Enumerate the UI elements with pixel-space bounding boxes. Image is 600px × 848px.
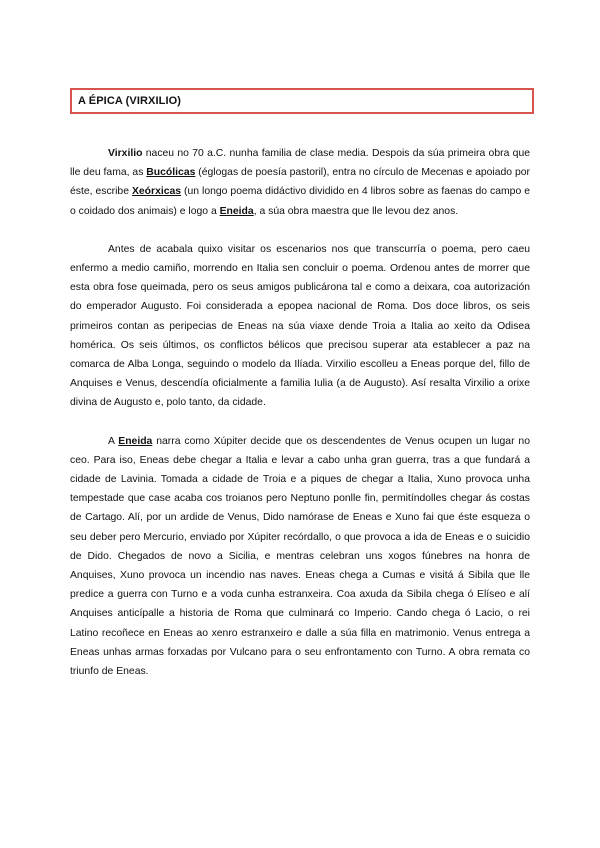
paragraph-1-text-d: , a súa obra maestra que lle levou dez anos. bbox=[253, 205, 459, 217]
paragraph-1-text-b: (églogas de poesía pastoril), entra no círculo de Mecenas e apoiado por éste, escribe bbox=[70, 167, 530, 198]
work-eneida-2: Eneida bbox=[118, 435, 153, 447]
paragraph-3-text-b: narra como Xúpiter decide que os descendentes de Venus ocupen un lugar no ceo. Para iso, Eneas debe chegar a Italia e levar a cabo unha gran guerra, tras a que fundará a cidade de Lavinia. Tomada a cidade de Troia e a piques de chegar a Italia, Xuno provoca unha tempestade que case acaba cos troianos pero Neptuno ponlle fin, permitíndolles chegar ás costas de Cartago. Alí, por un ardide de Venus, Dido namórase de Eneas e Xuno fai que éste esqueza o seu deber pero Mercurio, enviado por Xúpiter recórdallo, o que provoca a ida de Eneas e o suicidio de Dido. Chegados de novo a Sicilia, e mentras celebran uns xogos fúnebres na honra de Anquises, Xuno provoca un incendio nas naves. Eneas chega a Cumas e visitá á Sibila que lle predice a guerra con Turno e a voda cunha estranxeira. Coa axuda da Sibila chega ó Elíseo e alí Anquises anticípalle a historia de Roma que culminará co Imperio. Cando chega ó Lacio, o rei Latino recoñece en Eneas ao xenro estranxeiro e dalle a súa filla en matrimonio. Venus entrega a Eneas unhas armas forxadas por Vulcano para o seu enfrontamento con Turno. A obra remata co triunfo de Eneas. bbox=[70, 435, 530, 678]
paragraph-3 bbox=[70, 432, 530, 682]
author-name: Virxilio bbox=[108, 148, 143, 159]
page-title: A ÉPICA (VIRXILIO) bbox=[78, 95, 182, 107]
work-xeorxicas: Xeórxicas bbox=[131, 186, 182, 198]
work-eneida: Eneida bbox=[219, 205, 254, 217]
document-body bbox=[70, 144, 530, 700]
paragraph-1-text-c: (un longo poema didáctivo dividido en 4 libros sobre as faenas do campo e o coidado dos animais) e logo a bbox=[70, 186, 530, 217]
title-box bbox=[70, 88, 534, 114]
paragraph-2: Antes de acabala quixo visitar os escenarios nos que transcurría o poema, pero caeu enfermo a medio camiño, morrendo en Italia sen concluir o poema. Ordenou antes de morrer que esta obra fose queimada, pero os seus amigos publicárona tal e como a deixara, coa autorización do emperador Augusto. Foi considerada a epopea nacional de Roma. Dos doce libros, os seis primeiros contan as peripecias de Eneas na súa viaxe dende Troia a Italia ao xeito da Odisea homérica. Os seis últimos, os conflictos bélicos que precisou superar ata establecer a paz na comarca de Alba Longa, seguindo o modelo da Ilíada. Virxilio escolleu a Eneas porque del, fillo de Anquises e Venus, descendía oficialmente a familia Iulia (a de Augusto). Así resalta Virxilio a orixe divina de Augusto e, polo tanto, da cidade. bbox=[70, 243, 530, 409]
work-bucolicas: Bucólicas bbox=[146, 167, 196, 179]
paragraph-1-text-a: naceu no 70 a.C. nunha familia de clase media. Despois da súa primeira obra que lle deu fama, as bbox=[70, 148, 530, 179]
paragraph-1 bbox=[70, 144, 530, 221]
paragraph-3-text-a: A bbox=[108, 435, 119, 447]
